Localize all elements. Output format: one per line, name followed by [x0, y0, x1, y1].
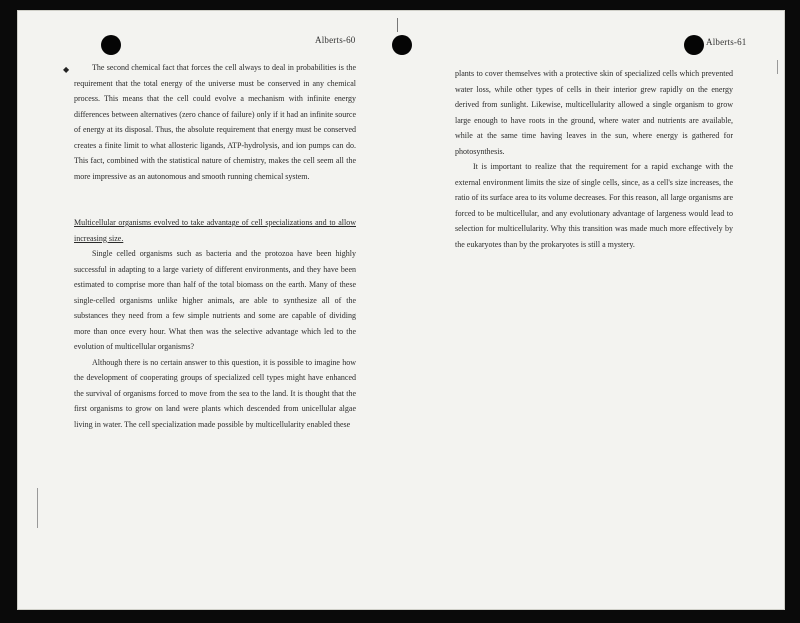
manuscript-page	[17, 10, 785, 610]
page-number-left: Alberts-60	[315, 35, 356, 45]
punch-hole	[392, 35, 412, 55]
paragraph: It is important to realize that the requirement for a rapid exchange with the external environment limits the size of single cells, since, as a cell's size increases, the ratio of its surface area to its volume decreases. For this reason, all large organisms are forced to be multicellular, and any evolutionary advantage of largeness would lead to selection for multicellularity. Why this transition was made much more effectively by the eukaryotes than by the prokaryotes is still a mystery.	[455, 162, 733, 249]
page-number-right: Alberts-61	[706, 37, 747, 47]
edge-mark	[37, 488, 38, 528]
punch-hole	[101, 35, 121, 55]
paragraph: Single celled organisms such as bacteria and the protozoa have been highly successful in adapting to a large variety of different environments, and they have been estimated to comprise more than half of the total biomass on the earth. Many of these single-celled organisms unlike higher animals, are able to synthesize all of the substances they need from a few simple nutrients and some are capable of dividing more than once every hour. What then was the selective advantage which led to the evolution of multicellular organisms?	[74, 249, 356, 351]
paragraph: plants to cover themselves with a protective skin of specialized cells which prevented water loss, while other types of cells in their interior grew rapidly on the energy derived from sunlight. Likewise, multicellularity allowed a single organism to grow large enough to have roots in the ground, where water and nutrients are available, while at the same time having leaves in the sun, where energy is gathered for photosynthesis.	[455, 69, 733, 156]
right-page-column	[455, 66, 733, 252]
margin-bullet-mark: ◆	[63, 65, 70, 74]
paragraph: Although there is no certain answer to this question, it is possible to imagine how the development of cooperating groups of specialized cell types might have enhanced the survival of organisms forced to move from the sea to the land. It is thought that the first organisms to grow on land were plants which descended from unicellular algae living in water. The cell specialization made possible by multicellularity enabled these	[74, 357, 356, 429]
section-heading: Multicellular organisms evolved to take advantage of cell specializations and to allow increasing size.	[74, 218, 356, 243]
edge-mark	[777, 60, 778, 74]
left-page-column	[74, 60, 356, 432]
punch-hole	[684, 35, 704, 55]
page-fold-mark	[397, 18, 398, 32]
paragraph: The second chemical fact that forces the cell always to deal in probabilities is the requirement that the total energy of the universe must be conserved in any chemical process. This means that the cell could evolve a mechanism with infinite energy differences between alternatives (zero chance of failure) only if it had an infinite source of energy at its disposal. Thus, the absolute requirement that energy must be conserved creates a finite limit to what allosteric ligands, ATP-hydrolysis, and ion pumps can do. This fact, combined with the statistical nature of chemistry, makes the cell seem all the more impressive as an autonomous and smooth running chemical system.	[74, 63, 356, 181]
